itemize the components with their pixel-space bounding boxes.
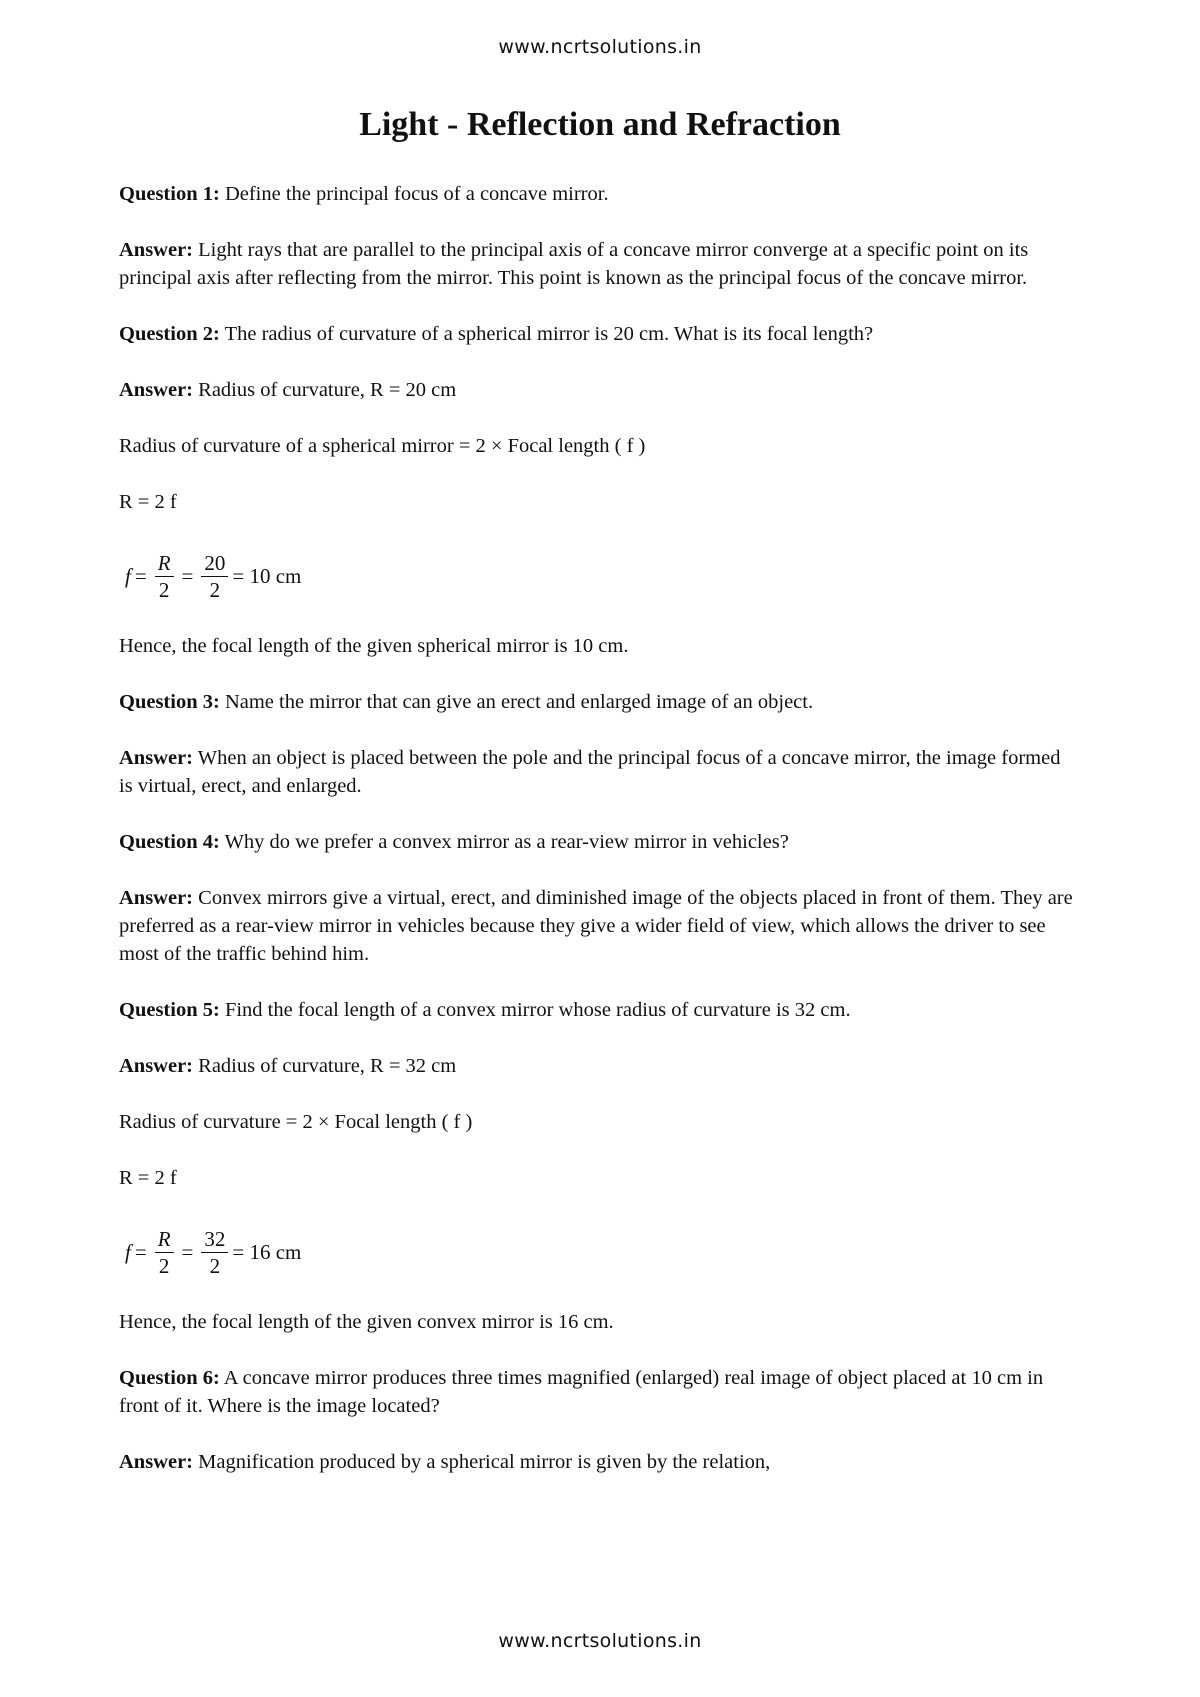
question-label: Question 6: (119, 1367, 220, 1389)
focal-length-formula-1 (125, 544, 1079, 608)
fraction-denominator: 2 (209, 577, 221, 602)
formula-fraction-2 (201, 1226, 228, 1279)
question-1 (119, 180, 1079, 208)
fraction-numerator: 20 (201, 550, 228, 577)
fraction-denominator: 2 (158, 577, 170, 602)
question-text: Find the focal length of a convex mirror whose radius of curvature is 32 cm. (219, 999, 851, 1021)
answer-5 (119, 1052, 1079, 1080)
question-text: Define the principal focus of a concave mirror. (219, 183, 609, 205)
answer-label: Answer: (119, 887, 194, 909)
formula-equals: = (134, 564, 147, 588)
answer-2-line-2: R = 2 f (119, 491, 177, 513)
formula-variable: f (125, 1240, 131, 1264)
formula-variable: f (125, 564, 131, 588)
question-4 (119, 828, 1079, 856)
question-6 (119, 1364, 1079, 1420)
answer-3 (119, 744, 1079, 800)
answer-4 (119, 884, 1079, 968)
answer-text: Radius of curvature, R = 20 cm (193, 379, 457, 401)
fraction-denominator: 2 (158, 1253, 170, 1278)
page-title: Light - Reflection and Refraction (359, 106, 841, 143)
document-body (119, 180, 1079, 1504)
question-3 (119, 688, 1079, 716)
focal-length-formula-2 (125, 1220, 1079, 1284)
formula-equals: = (181, 1240, 194, 1264)
answer-label: Answer: (119, 747, 194, 769)
question-text: The radius of curvature of a spherical mirror is 20 cm. What is its focal length? (219, 323, 874, 345)
answer-5-line-2: R = 2 f (119, 1167, 177, 1189)
fraction-denominator: 2 (209, 1253, 221, 1278)
question-label: Question 4: (119, 831, 220, 853)
fraction-numerator: 32 (201, 1226, 228, 1253)
question-5 (119, 996, 1079, 1024)
formula-equals: = (181, 564, 194, 588)
answer-label: Answer: (119, 1451, 194, 1473)
header-url: www.ncrtsolutions.in (498, 36, 702, 58)
question-label: Question 2: (119, 323, 220, 345)
fraction-numerator: R (155, 1226, 174, 1253)
answer-label: Answer: (119, 1055, 194, 1077)
formula-fraction-1 (155, 550, 174, 603)
question-text: Name the mirror that can give an erect and enlarged image of an object. (219, 691, 814, 713)
answer-text: Light rays that are parallel to the principal axis of a concave mirror converge at a specific point on its principal axis after reflecting from the mirror. This point is known as the principal focus of the concave mirror. (119, 239, 1029, 289)
answer-label: Answer: (119, 379, 194, 401)
question-label: Question 5: (119, 999, 220, 1021)
answer-2-line-1: Radius of curvature of a spherical mirror = 2 × Focal length ( f ) (119, 435, 646, 457)
formula-fraction-1 (155, 1226, 174, 1279)
formula-result: = 16 cm (232, 1240, 302, 1264)
question-text: A concave mirror produces three times magnified (enlarged) real image of object placed at 10 cm in front of it. Where is the image located? (119, 1367, 1044, 1417)
question-label: Question 1: (119, 183, 220, 205)
answer-1 (119, 236, 1079, 292)
answer-text: Convex mirrors give a virtual, erect, and diminished image of the objects placed in front of them. They are preferred as a rear-view mirror in vehicles because they give a wider field of view, which allows the driver to see most of the traffic behind him. (119, 887, 1073, 965)
fraction-numerator: R (155, 550, 174, 577)
formula-fraction-2 (201, 550, 228, 603)
answer-5-line-1: Radius of curvature = 2 × Focal length ( f ) (119, 1111, 473, 1133)
footer-url: www.ncrtsolutions.in (498, 1630, 702, 1652)
answer-text: When an object is placed between the pole and the principal focus of a concave mirror, the image formed is virtual, erect, and enlarged. (119, 747, 1061, 797)
answer-5-conclusion: Hence, the focal length of the given convex mirror is 16 cm. (119, 1311, 614, 1333)
formula-equals: = (134, 1240, 147, 1264)
answer-text: Magnification produced by a spherical mirror is given by the relation, (193, 1451, 771, 1473)
answer-label: Answer: (119, 239, 194, 261)
question-label: Question 3: (119, 691, 220, 713)
question-2 (119, 320, 1079, 348)
answer-2 (119, 376, 1079, 404)
formula-result: = 10 cm (232, 564, 302, 588)
answer-text: Radius of curvature, R = 32 cm (193, 1055, 457, 1077)
question-text: Why do we prefer a convex mirror as a rear-view mirror in vehicles? (219, 831, 789, 853)
answer-2-conclusion: Hence, the focal length of the given spherical mirror is 10 cm. (119, 635, 629, 657)
answer-6 (119, 1448, 1079, 1476)
